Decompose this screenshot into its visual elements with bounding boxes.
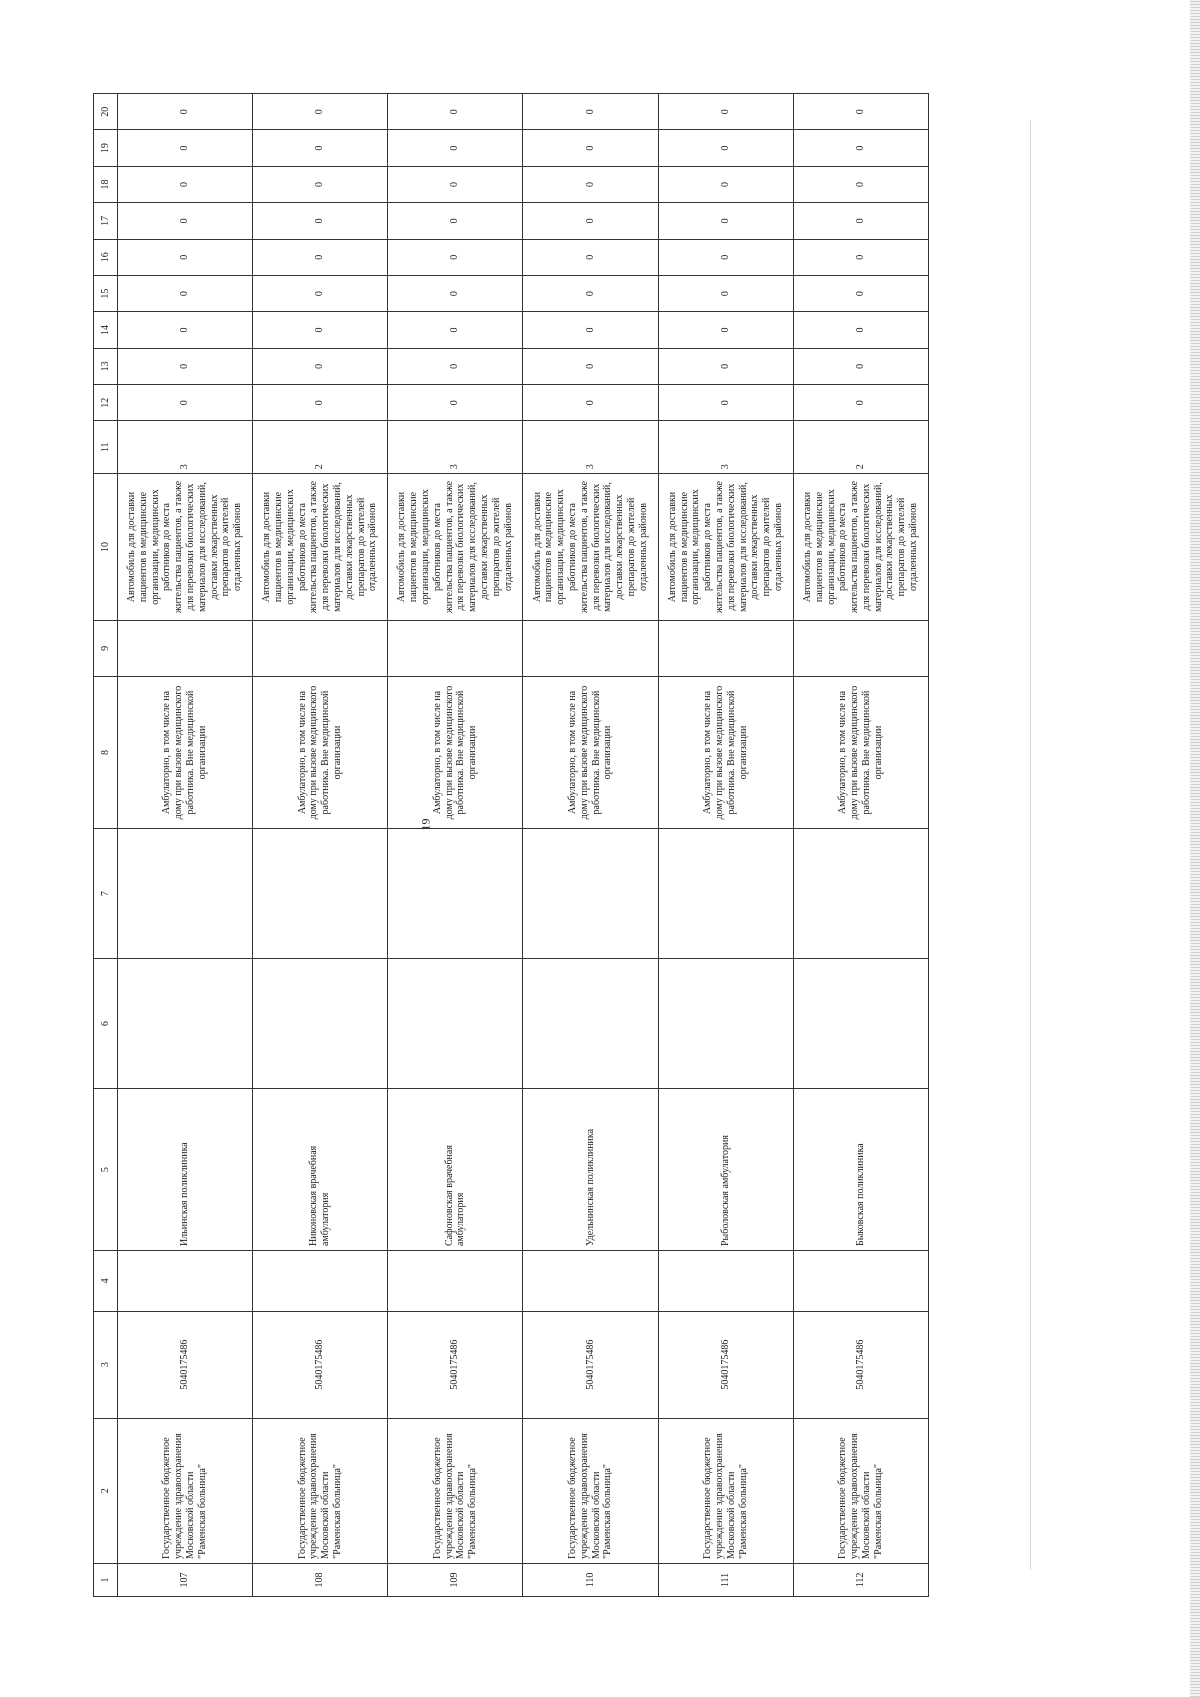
value-cell: 0 bbox=[658, 348, 793, 384]
value-cell: 0 bbox=[523, 312, 658, 348]
column-header: 5 bbox=[94, 1089, 118, 1251]
header-row bbox=[94, 94, 118, 1597]
value-cell: 0 bbox=[388, 130, 523, 166]
care-conditions: Амбулаторно, в том числе на дому при вызове медицинского работника. Вне медицинской организации bbox=[793, 676, 928, 828]
vehicle-description: Автомобиль для доставки пациентов в медицинские организации, медицинских работников до места жительства пациентов, а также для перевозки биологических материалов для исследований, доставки лекарственных препаратов до жителей отдаленных районов bbox=[388, 474, 523, 621]
empty-cell bbox=[118, 959, 253, 1089]
empty-cell bbox=[793, 1251, 928, 1312]
table-row bbox=[793, 94, 928, 1597]
value-cell: 0 bbox=[118, 275, 253, 311]
value-cell: 0 bbox=[253, 239, 388, 275]
vehicle-description: Автомобиль для доставки пациентов в медицинские организации, медицинских работников до места жительства пациентов, а также для перевозки биологических материалов для исследований, доставки лекарственных препаратов до жителей отдаленных районов bbox=[793, 474, 928, 621]
scan-edge-strip bbox=[1190, 0, 1200, 1697]
value-cell: 0 bbox=[793, 275, 928, 311]
column-header: 14 bbox=[94, 312, 118, 348]
row-number: 107 bbox=[118, 1563, 253, 1596]
unit-name: Быковская поликлиника bbox=[793, 1089, 928, 1251]
empty-cell bbox=[523, 620, 658, 676]
vehicle-description: Автомобиль для доставки пациентов в медицинские организации, медицинских работников до места жительства пациентов, а также для перевозки биологических материалов для исследований, доставки лекарственных препаратов до жителей отдаленных районов bbox=[658, 474, 793, 621]
vehicle-description: Автомобиль для доставки пациентов в медицинские организации, медицинских работников до места жительства пациентов, а также для перевозки биологических материалов для исследований, доставки лекарственных препаратов до жителей отдаленных районов bbox=[253, 474, 388, 621]
empty-cell bbox=[118, 829, 253, 959]
empty-cell bbox=[388, 620, 523, 676]
care-conditions: Амбулаторно, в том числе на дому при вызове медицинского работника. Вне медицинской организации bbox=[118, 676, 253, 828]
value-cell: 0 bbox=[658, 203, 793, 239]
column-header: 12 bbox=[94, 385, 118, 421]
value-cell: 0 bbox=[523, 385, 658, 421]
vehicle-count: 2 bbox=[253, 421, 388, 474]
table-body bbox=[118, 94, 929, 1597]
unit-name: Никоновская врачебная амбулатория bbox=[253, 1089, 388, 1251]
care-conditions: Амбулаторно, в том числе на дому при вызове медицинского работника. Вне медицинской организации bbox=[253, 676, 388, 828]
row-number: 111 bbox=[658, 1563, 793, 1596]
inn-cell: 5040175486 bbox=[793, 1311, 928, 1418]
care-conditions: Амбулаторно, в том числе на дому при вызове медицинского работника. Вне медицинской организации bbox=[388, 676, 523, 828]
row-number: 109 bbox=[388, 1563, 523, 1596]
vehicle-count: 2 bbox=[793, 421, 928, 474]
value-cell: 0 bbox=[388, 348, 523, 384]
column-header: 10 bbox=[94, 474, 118, 621]
value-cell: 0 bbox=[118, 348, 253, 384]
row-number: 112 bbox=[793, 1563, 928, 1596]
empty-cell bbox=[658, 959, 793, 1089]
value-cell: 0 bbox=[253, 348, 388, 384]
care-conditions: Амбулаторно, в том числе на дому при вызове медицинского работника. Вне медицинской организации bbox=[523, 676, 658, 828]
row-number: 108 bbox=[253, 1563, 388, 1596]
organization-name: Государственное бюджетное учреждение здравоохранения Московской области "Раменская больница" bbox=[388, 1418, 523, 1563]
inn-cell: 5040175486 bbox=[388, 1311, 523, 1418]
vehicle-description: Автомобиль для доставки пациентов в медицинские организации, медицинских работников до места жительства пациентов, а также для перевозки биологических материалов для исследований, доставки лекарственных препаратов до жителей отдаленных районов bbox=[118, 474, 253, 621]
value-cell: 0 bbox=[793, 94, 928, 130]
organization-name: Государственное бюджетное учреждение здравоохранения Московской области "Раменская больница" bbox=[793, 1418, 928, 1563]
empty-cell bbox=[793, 959, 928, 1089]
value-cell: 0 bbox=[253, 312, 388, 348]
empty-cell bbox=[793, 829, 928, 959]
column-header: 20 bbox=[94, 94, 118, 130]
empty-cell bbox=[388, 829, 523, 959]
value-cell: 0 bbox=[523, 203, 658, 239]
value-cell: 0 bbox=[253, 130, 388, 166]
column-header: 6 bbox=[94, 959, 118, 1089]
value-cell: 0 bbox=[793, 385, 928, 421]
empty-cell bbox=[523, 959, 658, 1089]
unit-name: Рыболовская амбулатория bbox=[658, 1089, 793, 1251]
column-header: 7 bbox=[94, 829, 118, 959]
value-cell: 0 bbox=[388, 94, 523, 130]
empty-cell bbox=[793, 620, 928, 676]
value-cell: 0 bbox=[523, 130, 658, 166]
organization-name: Государственное бюджетное учреждение здравоохранения Московской области "Раменская больница" bbox=[118, 1418, 253, 1563]
empty-cell bbox=[523, 829, 658, 959]
empty-cell bbox=[253, 1251, 388, 1312]
column-header: 2 bbox=[94, 1418, 118, 1563]
organization-name: Государственное бюджетное учреждение здравоохранения Московской области "Раменская больница" bbox=[523, 1418, 658, 1563]
organization-name: Государственное бюджетное учреждение здравоохранения Московской области "Раменская больница" bbox=[658, 1418, 793, 1563]
empty-cell bbox=[118, 620, 253, 676]
column-header: 17 bbox=[94, 203, 118, 239]
column-header: 8 bbox=[94, 676, 118, 828]
value-cell: 0 bbox=[388, 166, 523, 202]
value-cell: 0 bbox=[118, 203, 253, 239]
column-header: 15 bbox=[94, 275, 118, 311]
table-row bbox=[118, 94, 253, 1597]
column-header: 18 bbox=[94, 166, 118, 202]
inn-cell: 5040175486 bbox=[253, 1311, 388, 1418]
value-cell: 0 bbox=[658, 239, 793, 275]
value-cell: 0 bbox=[523, 166, 658, 202]
empty-cell bbox=[523, 1251, 658, 1312]
value-cell: 0 bbox=[523, 94, 658, 130]
column-header: 4 bbox=[94, 1251, 118, 1312]
value-cell: 0 bbox=[118, 312, 253, 348]
vehicle-count: 3 bbox=[118, 421, 253, 474]
value-cell: 0 bbox=[388, 203, 523, 239]
value-cell: 0 bbox=[253, 166, 388, 202]
value-cell: 0 bbox=[793, 203, 928, 239]
organization-name: Государственное бюджетное учреждение здравоохранения Московской области "Раменская больница" bbox=[253, 1418, 388, 1563]
value-cell: 0 bbox=[793, 166, 928, 202]
column-header: 13 bbox=[94, 348, 118, 384]
empty-cell bbox=[253, 829, 388, 959]
column-header: 9 bbox=[94, 620, 118, 676]
table-row bbox=[658, 94, 793, 1597]
value-cell: 0 bbox=[253, 94, 388, 130]
value-cell: 0 bbox=[253, 385, 388, 421]
value-cell: 0 bbox=[793, 312, 928, 348]
unit-name: Ильинская поликлиника bbox=[118, 1089, 253, 1251]
empty-cell bbox=[253, 620, 388, 676]
empty-cell bbox=[658, 829, 793, 959]
vehicle-count: 3 bbox=[388, 421, 523, 474]
column-header: 19 bbox=[94, 130, 118, 166]
value-cell: 0 bbox=[253, 203, 388, 239]
value-cell: 0 bbox=[658, 275, 793, 311]
column-header: 3 bbox=[94, 1311, 118, 1418]
value-cell: 0 bbox=[388, 312, 523, 348]
empty-cell bbox=[118, 1251, 253, 1312]
row-number: 110 bbox=[523, 1563, 658, 1596]
table-row bbox=[523, 94, 658, 1597]
unit-name: Удельнинская поликлиника bbox=[523, 1089, 658, 1251]
empty-cell bbox=[658, 620, 793, 676]
value-cell: 0 bbox=[118, 239, 253, 275]
value-cell: 0 bbox=[658, 312, 793, 348]
value-cell: 0 bbox=[388, 239, 523, 275]
value-cell: 0 bbox=[118, 130, 253, 166]
value-cell: 0 bbox=[388, 275, 523, 311]
value-cell: 0 bbox=[523, 239, 658, 275]
table-row bbox=[253, 94, 388, 1597]
page-number: 19 bbox=[418, 818, 433, 831]
empty-cell bbox=[253, 959, 388, 1089]
value-cell: 0 bbox=[118, 94, 253, 130]
empty-cell bbox=[388, 959, 523, 1089]
value-cell: 0 bbox=[118, 166, 253, 202]
rotated-table-container bbox=[93, 93, 929, 1597]
empty-cell bbox=[658, 1251, 793, 1312]
value-cell: 0 bbox=[388, 385, 523, 421]
vehicle-count: 3 bbox=[658, 421, 793, 474]
vehicle-count: 3 bbox=[523, 421, 658, 474]
vehicle-description: Автомобиль для доставки пациентов в медицинские организации, медицинских работников до места жительства пациентов, а также для перевозки биологических материалов для исследований, доставки лекарственных препаратов до жителей отдаленных районов bbox=[523, 474, 658, 621]
value-cell: 0 bbox=[658, 130, 793, 166]
value-cell: 0 bbox=[253, 275, 388, 311]
inn-cell: 5040175486 bbox=[658, 1311, 793, 1418]
value-cell: 0 bbox=[118, 385, 253, 421]
table-row bbox=[388, 94, 523, 1597]
inn-cell: 5040175486 bbox=[118, 1311, 253, 1418]
inn-cell: 5040175486 bbox=[523, 1311, 658, 1418]
column-header: 16 bbox=[94, 239, 118, 275]
value-cell: 0 bbox=[793, 348, 928, 384]
value-cell: 0 bbox=[523, 348, 658, 384]
care-conditions: Амбулаторно, в том числе на дому при вызове медицинского работника. Вне медицинской организации bbox=[658, 676, 793, 828]
value-cell: 0 bbox=[793, 239, 928, 275]
value-cell: 0 bbox=[658, 385, 793, 421]
empty-cell bbox=[388, 1251, 523, 1312]
value-cell: 0 bbox=[523, 275, 658, 311]
value-cell: 0 bbox=[658, 166, 793, 202]
column-header: 1 bbox=[94, 1563, 118, 1596]
value-cell: 0 bbox=[658, 94, 793, 130]
value-cell: 0 bbox=[793, 130, 928, 166]
scan-edge-line bbox=[1030, 120, 1031, 1570]
medical-vehicles-table bbox=[93, 93, 929, 1597]
unit-name: Сафоновская врачебная амбулатория bbox=[388, 1089, 523, 1251]
column-header: 11 bbox=[94, 421, 118, 474]
